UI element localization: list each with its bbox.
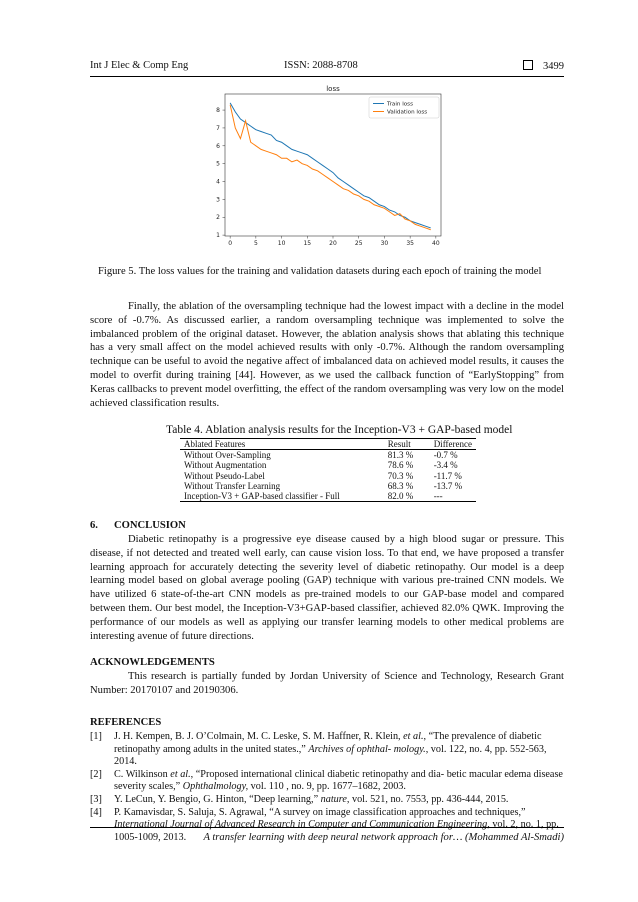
issn: ISSN: 2088-8708 <box>284 60 358 71</box>
difference-cell: -0.7 % <box>433 450 458 461</box>
result-cell: 82.0 % <box>384 491 430 502</box>
section-number: 6. <box>90 520 98 531</box>
result-cell: 78.6 % <box>387 460 414 471</box>
feature-cell: Without Over-Sampling <box>184 450 271 461</box>
square-icon <box>523 60 533 70</box>
references-heading: REFERENCES <box>90 717 162 728</box>
reference-item <box>90 769 564 794</box>
difference-cell: -3.4 % <box>433 460 458 471</box>
y-tick-label: 7 <box>216 124 220 132</box>
table-row <box>180 481 476 491</box>
reference-venue: Ophthalmology, <box>182 781 249 793</box>
table-row <box>180 491 476 502</box>
result-cell: 70.3 % <box>387 470 414 481</box>
reference-details: , vol. 122, no. 4, pp. 552-563, 2014. <box>114 743 547 768</box>
y-tick-label: 3 <box>216 196 220 204</box>
x-tick-label: 25 <box>354 240 363 247</box>
reference-details: vol. 110 , no. 9, pp. 1677–1682, 2003. <box>248 781 406 793</box>
reference-title: , “The prevalence of diabetic retinopathy among adults in the united states.,” <box>114 731 542 755</box>
journal-name: Int J Elec & Comp Eng <box>90 60 189 71</box>
difference-cell: Difference <box>430 439 476 450</box>
figure-caption: Figure 5. The loss values for the training and validation datasets during each epoch of training the model <box>98 266 542 277</box>
paragraph-text: Finally, the ablation of the oversampling technique had the lowest impact with a decline in the model score of -0.7%. As discussed earlier, a random oversampling technique was implemented to solve the imbalanced problem of the original dataset. However, the ablation analysis shows that ablating this technique has a very small affect on the model achieved results with only -0.7%. Although the random oversampling technique can be useful to avoid the negative affect of imbalanced data on achieved model results, it causes the model to overfit during training [44]. However, as we used the callback function of “EarlyStopping” from Keras callbacks to prevent model overfitting, the effect of the random oversampling was very low on the model achieved classification results. <box>90 301 564 409</box>
difference-cell: -11.7 % <box>433 470 462 481</box>
feature-cell: Without Transfer Learning <box>184 480 281 491</box>
x-tick-label: 15 <box>303 240 312 247</box>
difference-cell: --- <box>430 491 476 502</box>
legend-label: Train loss <box>387 101 414 108</box>
conclusion-heading <box>90 520 186 531</box>
reference-item <box>90 731 564 769</box>
reference-number: [2] <box>90 768 102 780</box>
reference-title: , “Proposed international clinical diabetic retinopathy and dia- betic macular edema disease severity scales,” <box>114 768 563 793</box>
x-tick-label: 35 <box>406 240 414 247</box>
reference-number: [4] <box>90 806 102 818</box>
series-line-train <box>230 103 431 228</box>
table-row <box>180 460 476 470</box>
header-rule <box>90 76 564 77</box>
reference-venue: International Journal of Advanced Research in Computer and Communication Engineering <box>114 819 488 831</box>
ablation-table <box>180 438 476 502</box>
difference-cell: -13.7 % <box>433 480 463 491</box>
page-number-block <box>523 60 564 72</box>
reference-authors: J. H. Kempen, B. J. O’Colmain, M. C. Leske, S. M. Haffner, R. Klein, <box>114 731 404 742</box>
reference-number: [3] <box>90 793 102 805</box>
y-tick-label: 6 <box>216 142 220 150</box>
table-row <box>180 450 476 461</box>
chart-title: loss <box>326 85 340 93</box>
page-number: 3499 <box>543 61 564 72</box>
conclusion-text: Diabetic retinopathy is a progressive eye disease caused by a high blood sugar or pressure. This disease, if not detected and treated well early, can cause vision loss. To that end, we have proposed a transfer learning approach for accurately detecting the severity level of diabetic retinopathy. Our model is a deep learning model based on global average pooling (GAP) technique with various pre-trained CNN models. We have utilized 6 state-of-the-art CNN models as pre-trained models to our GAP-base model and compared between them. Our best model, the Inception-V3+GAP-based classifier, achieved 82.0% QWK. Improving the performance of our models as well as applying our transfer learning models to other medical problems are interesting avenue of future directions. <box>90 534 564 642</box>
reference-details: vol. 521, no. 7553, pp. 436-444, 2015. <box>349 793 509 805</box>
x-tick-label: 30 <box>380 240 389 247</box>
acknowledgements-heading: ACKNOWLEDGEMENTS <box>90 657 215 668</box>
reference-authors: C. Wilkinson <box>114 768 171 780</box>
result-cell: 68.3 % <box>387 480 414 491</box>
footer-rule <box>90 827 564 828</box>
result-cell: Result <box>384 439 430 450</box>
y-tick-label: 5 <box>216 160 220 168</box>
reference-venue: Archives of ophthal- mology. <box>308 743 426 755</box>
x-tick-label: 0 <box>228 240 233 247</box>
table-caption: Table 4. Ablation analysis results for the Inception-V3 + GAP-based model <box>166 424 513 436</box>
section-title: CONCLUSION <box>113 520 186 531</box>
reference-item <box>90 794 564 807</box>
feature-cell: Ablated Features <box>180 439 384 450</box>
loss-chart <box>196 84 446 254</box>
y-tick-label: 1 <box>216 232 220 240</box>
reference-authors: P. Kamavisdar, S. Saluja, S. Agrawal, “A survey on image classification approaches and techniques,” <box>114 806 526 818</box>
feature-cell: Without Pseudo-Label <box>184 470 265 481</box>
paragraph-ablation <box>90 300 564 410</box>
acknowledgements-text: This research is partially funded by Jordan University of Science and Technology, Research Grant Number: 20170107 and 20190306. <box>90 671 564 696</box>
et-al: et al. <box>403 731 424 742</box>
y-tick-label: 8 <box>216 107 220 115</box>
reference-venue: nature, <box>320 793 350 805</box>
result-cell: 81.3 % <box>387 450 414 461</box>
reference-details: , vol. 2, no. 1, pp. 1005-1009, 2013. <box>114 819 559 843</box>
legend-label: Validation loss <box>387 109 428 116</box>
series-line-validation <box>230 105 431 230</box>
y-tick-label: 4 <box>216 178 220 186</box>
conclusion-paragraph <box>90 533 564 643</box>
x-tick-label: 10 <box>277 240 286 247</box>
running-footer: A transfer learning with deep neural network approach for… (Mohammed Al-Smadi) <box>203 832 564 843</box>
table-header-row <box>180 439 476 450</box>
y-tick-label: 2 <box>216 214 220 222</box>
reference-authors: Y. LeCun, Y. Bengio, G. Hinton, “Deep learning,” <box>114 793 321 805</box>
reference-number: [1] <box>90 731 102 742</box>
x-tick-label: 5 <box>253 240 258 247</box>
x-tick-label: 20 <box>329 240 337 247</box>
table-row <box>180 471 476 481</box>
feature-cell: Without Augmentation <box>184 460 267 471</box>
et-al: et al. <box>170 768 191 780</box>
feature-cell: Inception-V3 + GAP-based classifier - Full <box>180 491 384 502</box>
acknowledgements-paragraph <box>90 670 564 698</box>
x-tick-label: 40 <box>432 240 440 247</box>
